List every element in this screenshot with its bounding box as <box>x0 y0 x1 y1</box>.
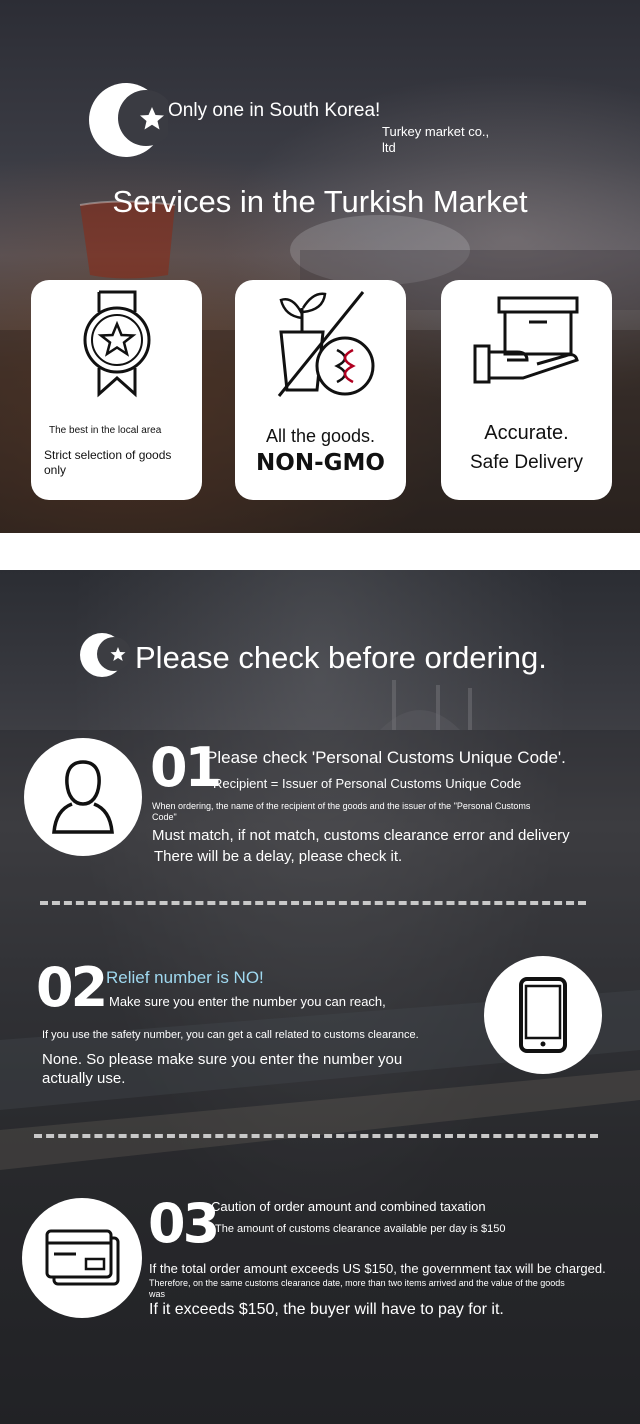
item-01-note: When ordering, the name of the recipient of the goods and the issuer of the "Personal Customs Code" <box>152 801 531 822</box>
item-03-body-line2: If it exceeds $150, the buyer will have to pay for it. <box>149 1301 504 1318</box>
crescent-star-logo-icon <box>88 82 168 158</box>
item-02-body-line1: None. So please make sure you enter the number you <box>42 1051 403 1068</box>
crescent-star-logo-icon <box>80 632 130 678</box>
page-title: Services in the Turkish Market <box>112 184 528 219</box>
non-gmo-plant-icon <box>275 290 375 398</box>
item-01-body-line2: There will be a delay, please check it. <box>154 848 403 865</box>
service-card-best-local <box>31 280 202 500</box>
checklist-title: Please check before ordering. <box>135 640 547 675</box>
item-02-body-line2: actually use. <box>42 1070 126 1087</box>
company-name-line1: Turkey market co., <box>382 124 490 139</box>
user-icon <box>50 758 116 836</box>
item-03-subheading: The amount of customs clearance available per day is $150 <box>215 1223 506 1235</box>
item-03-icon-circle <box>22 1198 142 1318</box>
item-01-icon-circle <box>24 738 142 856</box>
item-03-body-line1: If the total order amount exceeds US $150, the government tax will be charged. <box>149 1261 606 1276</box>
ribbon-star-icon <box>81 290 153 398</box>
service-card-delivery <box>441 280 612 500</box>
item-01-subheading: Recipient = Issuer of Personal Customs Unique Code <box>213 776 522 791</box>
item-01-heading: Please check 'Personal Customs Unique Code'. <box>206 748 566 767</box>
item-02-icon-circle <box>484 956 602 1074</box>
service-line1: The best in the local area <box>49 425 162 436</box>
tagline: Only one in South Korea! <box>168 100 381 121</box>
service-line2: NON-GMO <box>256 450 385 476</box>
item-03-note: Therefore, on the same customs clearance date, more than two items arrived and the value of the goods was <box>149 1278 565 1299</box>
divider <box>40 901 586 905</box>
service-line1: Accurate. <box>484 422 569 444</box>
credit-card-icon <box>44 1228 122 1288</box>
smartphone-icon <box>518 976 568 1054</box>
company-name-line2: ltd <box>382 140 396 155</box>
item-02-note: If you use the safety number, you can get a call related to customs clearance. <box>42 1029 419 1041</box>
item-03-heading: Caution of order amount and combined taxation <box>211 1199 486 1214</box>
hand-box-icon <box>471 294 583 388</box>
item-02-subheading: Make sure you enter the number you can reach, <box>109 994 386 1009</box>
service-card-non-gmo <box>235 280 406 500</box>
item-02-heading: Relief number is NO! <box>106 968 264 987</box>
services-section <box>0 0 640 533</box>
item-01-body-line1: Must match, if not match, customs clearance error and delivery <box>152 827 570 844</box>
divider <box>34 1134 598 1138</box>
service-line2: Safe Delivery <box>470 452 583 473</box>
item-01-number: 01 <box>150 736 220 799</box>
item-02-number: 02 <box>36 956 106 1019</box>
service-line1: All the goods. <box>265 426 376 446</box>
item-03-number: 03 <box>148 1192 218 1255</box>
checklist-section <box>0 570 640 1424</box>
service-line2: Strict selection of goods only <box>44 448 172 477</box>
